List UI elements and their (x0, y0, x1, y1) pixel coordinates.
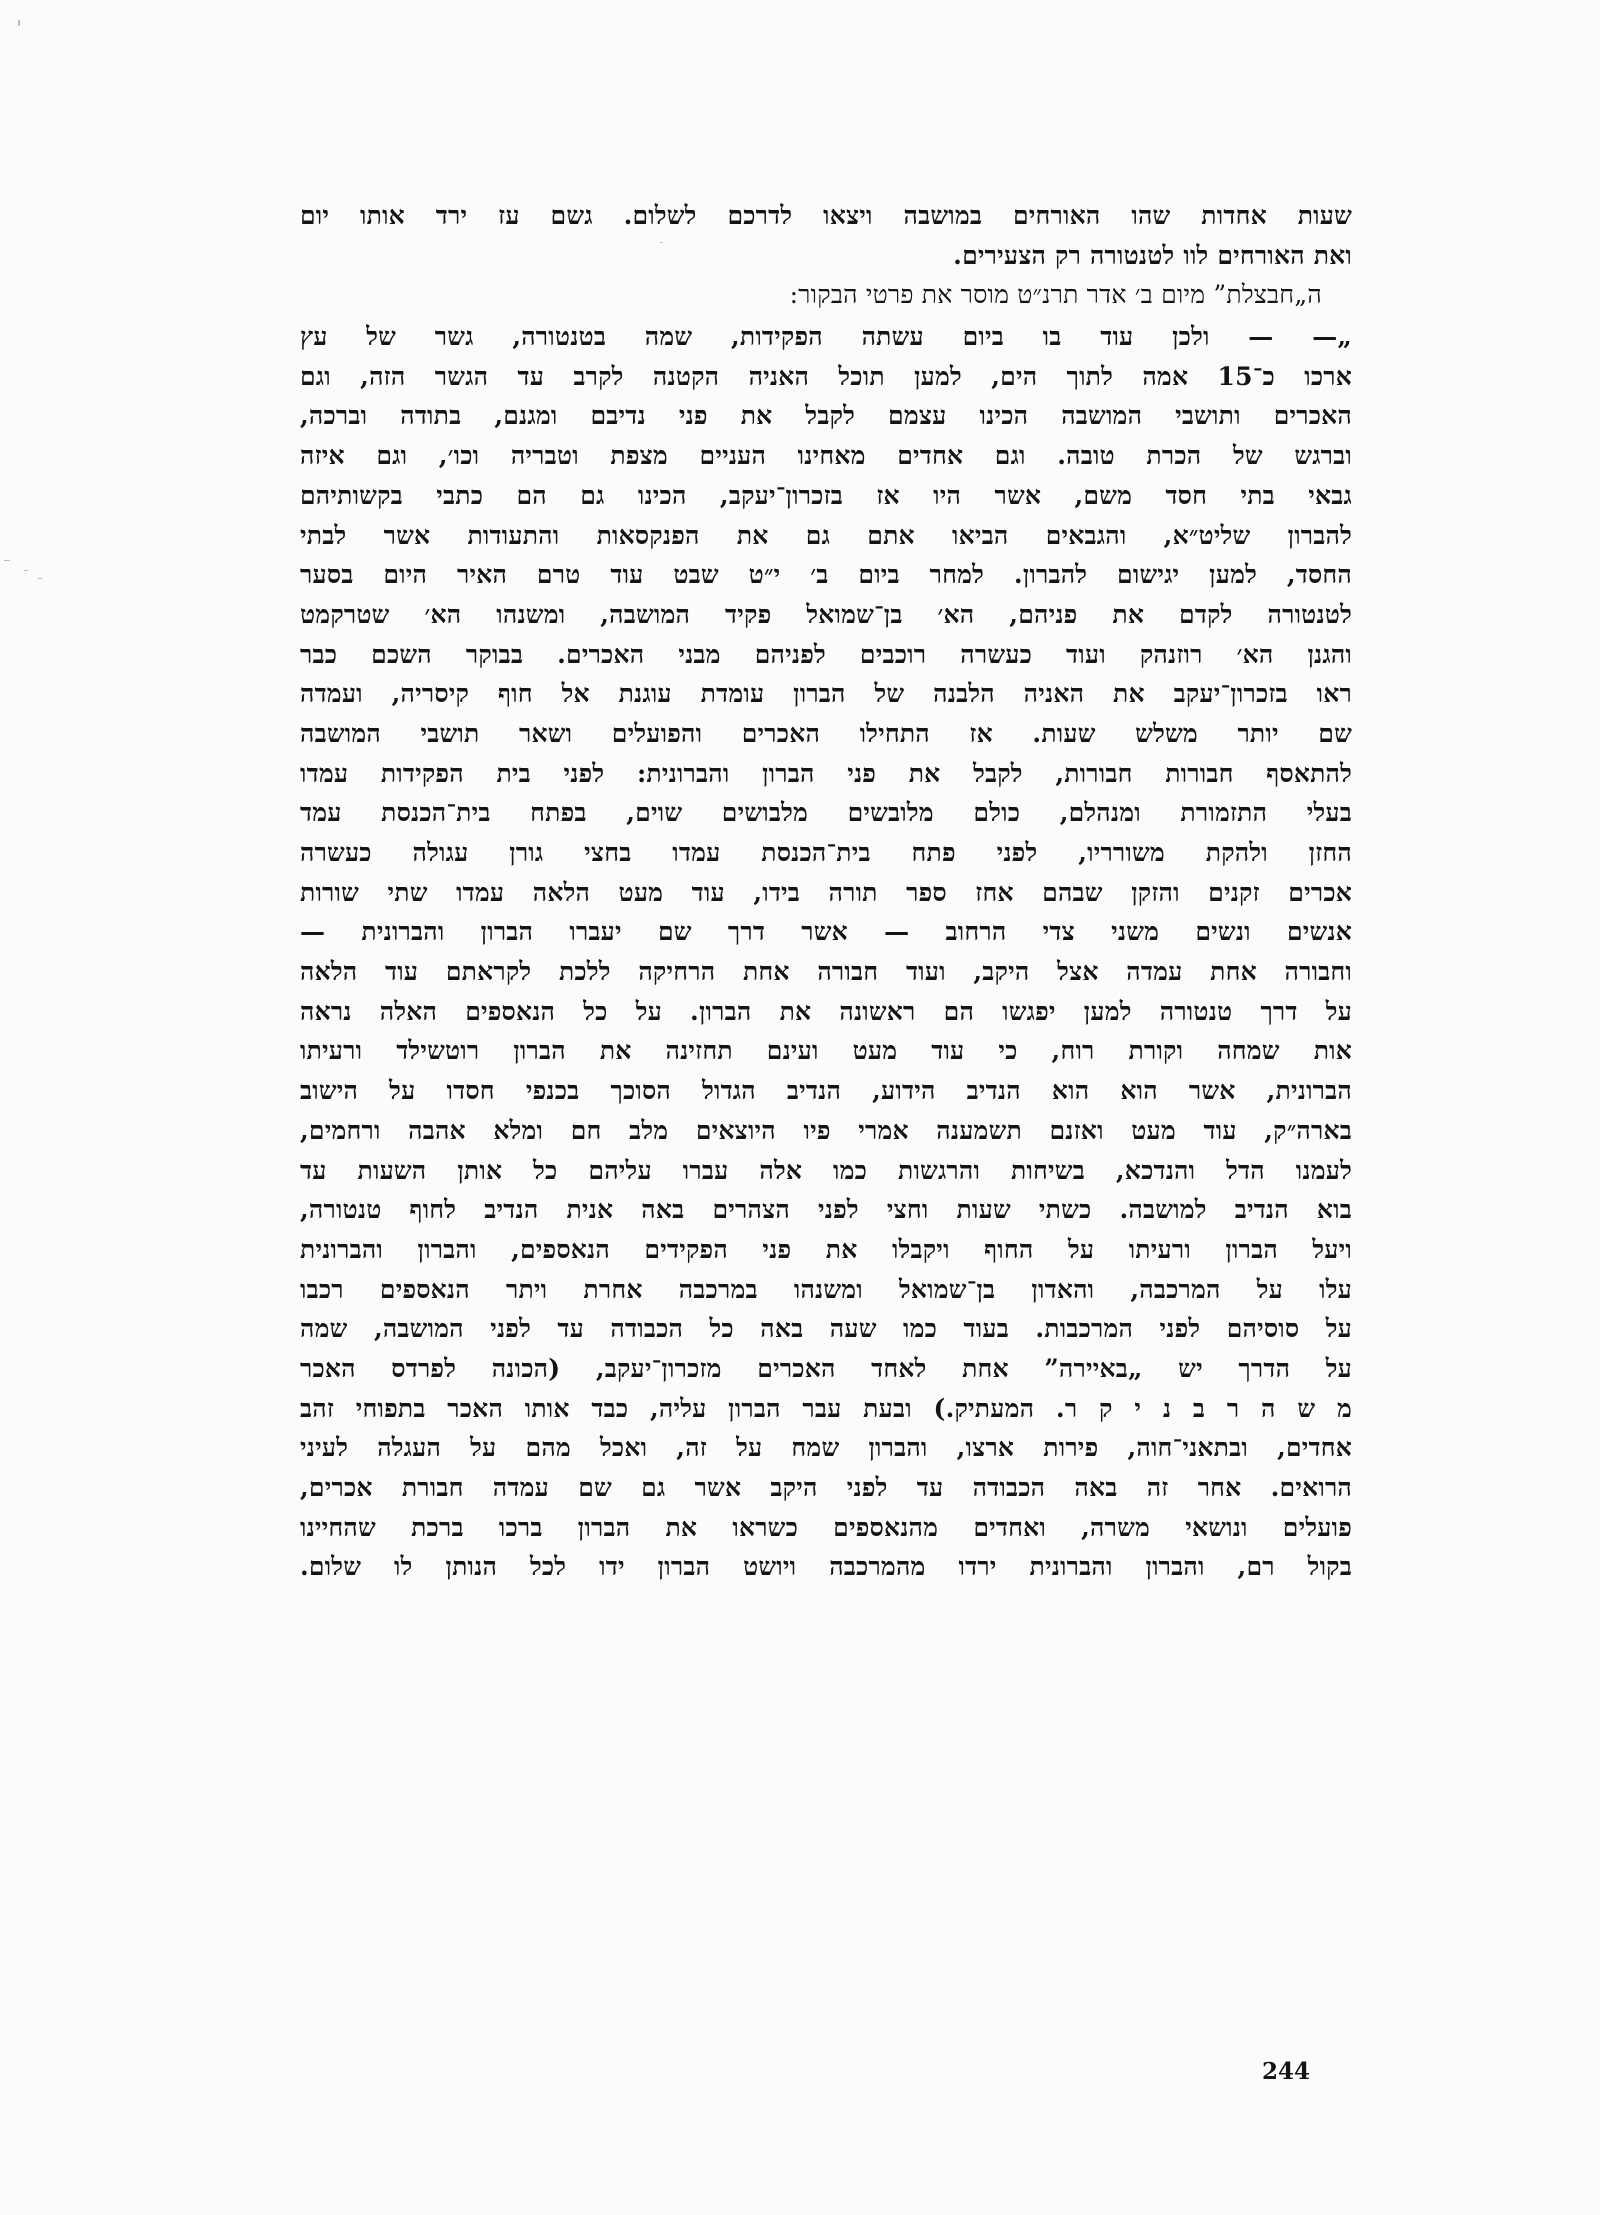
quote-line: אכרים זקנים והזקן שבהם אחז ספר תורה בידו, עוד מעט הלאה עמדו שתי שורות (300, 877, 1352, 907)
body-text (300, 196, 1352, 1587)
quote-line: עלו על המרכבה, והאדון בן־שמואל ומשנהו במרכבה אחרת ויתר הנאספים רכבו (300, 1274, 1352, 1304)
quote-line: לעמנו הדל והנדכא, בשיחות והרגשות כמו אלה עברו עליהם כל אותן השעות עד (300, 1155, 1352, 1185)
quote-line: להברון שליט״א, והגבאים הביאו אתם גם את הפנקסאות והתעודות אשר לבתי (300, 520, 1352, 550)
quote-line: הרואים. אחר זה באה הכבודה עד לפני היקב אשר גם שם עמדה חבורת אכרים, (300, 1473, 1352, 1502)
quote-line: מ ש ה ר ב נ י ק ר. המעתיק.) ובעת עבר הברון עליה, כבד אותו האכר בתפוחי זהב (300, 1393, 1352, 1423)
scan-speck (38, 578, 42, 579)
quote-line: אות שמחה וקורת רוח, כי עוד מעט ועינם תחזינה את הברון רוטשילד ורעיתו (300, 1036, 1352, 1066)
source-citation-line: ה„חבצלת” מיום ב׳ אדר תרנ״ט מוסר את פרטי הבקור: (789, 280, 1322, 310)
quote-line: אחדים, ובתאני־חוה, פירות ארצו, והברון שמח על זה, ואכל מהם על העגלה לעיני (300, 1433, 1352, 1463)
quote-line: פועלים ונושאי משרה, ואחדים מהנאספים כשראו את הברון ברכו ברכת שהחיינו (300, 1512, 1352, 1542)
quote-line: האכרים ותושבי המושבה הכינו עצמם לקבל את פני נדיבם ומגנם, בתודה וברכה, (300, 401, 1352, 431)
scan-speck (24, 570, 28, 571)
quote-line: והגנן הא׳ רוזנהק ועוד כעשרה רוכבים לפניהם מבני האכרים. בבוקר השכם כבר (300, 639, 1352, 669)
scan-speck (18, 20, 20, 26)
scan-speck (4, 560, 10, 561)
quote-line: גבאי בתי חסד משם, אשר היו אז בזכרון־יעקב, הכינו גם הם כתבי בקשותיהם (300, 480, 1352, 510)
quote-line: החזן ולהקת משורריו, לפני פתח בית־הכנסת עמדו בחצי גורן עגולה כעשרה (300, 838, 1352, 867)
text-line: שעות אחדות שהו האורחים במושבה ויצאו לדרכם לשלום. גשם עז ירד אותו יום (300, 201, 1352, 230)
quote-line: ראו בזכרון־יעקב את האניה הלבנה של הברון עומדת עוגנת אל חוף קיסריה, ועמדה (300, 679, 1352, 709)
quote-line: החסד, למען יגישום להברון. למחר ביום ב׳ י״ט שבט עוד טרם האיר היום בסער (300, 560, 1352, 590)
quote-line: להתאסף חבורות חבורות, לקבל את פני הברון והברונית: לפני בית הפקידות עמדו (300, 758, 1352, 788)
quote-line: אנשים ונשים משני צדי הרחוב — אשר דרך שם יעברו הברון והברונית — (300, 917, 1352, 947)
quote-line: בארה״ק, עוד מעט ואזנם תשמענה אמרי פיו היוצאים מלב חם ומלא אהבה ורחמים, (300, 1115, 1352, 1145)
quote-line: על הדרך יש „באיירה” אחת לאחד האכרים מזכרון־יעקב, (הכונה לפרדס האכר (300, 1353, 1352, 1383)
quote-line: „— — ולכן עוד בו ביום עשתה הפקידות, שמה בטנטורה, גשר של עץ (300, 322, 1352, 352)
quote-line: בקול רם, והברון והברונית ירדו מהמרכבה ויושט הברון ידו לכל הנותן לו שלום. (300, 1552, 1352, 1582)
quote-line: וברגש של הכרת טובה. וגם אחדים מאחינו העניים מצפת וטבריה וכו׳, וגם איזה (300, 441, 1352, 471)
quote-line: הברונית, אשר הוא הוא הנדיב הידוע, הנדיב הגדול הסוכך בכנפי חסדו על הישוב (300, 1076, 1352, 1106)
quote-line: על סוסיהם לפני המרכבות. בעוד כמו שעה באה כל הכבודה עד לפני המושבה, שמה (300, 1314, 1352, 1344)
quote-line: על דרך טנטורה למען יפגשו הם ראשונה את הברון. על כל הנאספים האלה נראה (300, 996, 1352, 1026)
text-line: ואת האורחים לוו לטנטורה רק הצעירים. (953, 240, 1352, 270)
quote-line: בעלי התזמורת ומנהלם, כולם מלובשים מלבושים שוים, בפתח בית־הכנסת עמד (300, 798, 1352, 828)
quote-line: ארכו כ־15 אמה לתוך הים, למען תוכל האניה הקטנה לקרב עד הגשר הזה, וגם (300, 361, 1352, 391)
quote-line: בוא הנדיב למושבה. כשתי שעות וחצי לפני הצהרים באה אנית הנדיב לחוף טנטורה, (300, 1195, 1352, 1225)
quote-line: ויעל הברון ורעיתו על החוף ויקבלו את פני הפקידים הנאספים, והברון והברונית (300, 1234, 1352, 1264)
quote-line: לטנטורה לקדם את פניהם, הא׳ בן־שמואל פקיד המושבה, ומשנהו הא׳ שטרקמט (300, 599, 1352, 629)
quote-line: וחבורה אחת עמדה אצל היקב, ועוד חבורה אחת הרחיקה ללכת לקראתם עוד הלאה (300, 957, 1352, 987)
quote-line: שם יותר משלש שעות. אז התחילו האכרים והפועלים ושאר תושבי המושבה (300, 718, 1352, 748)
page-number: 244 (1262, 2058, 1311, 2085)
